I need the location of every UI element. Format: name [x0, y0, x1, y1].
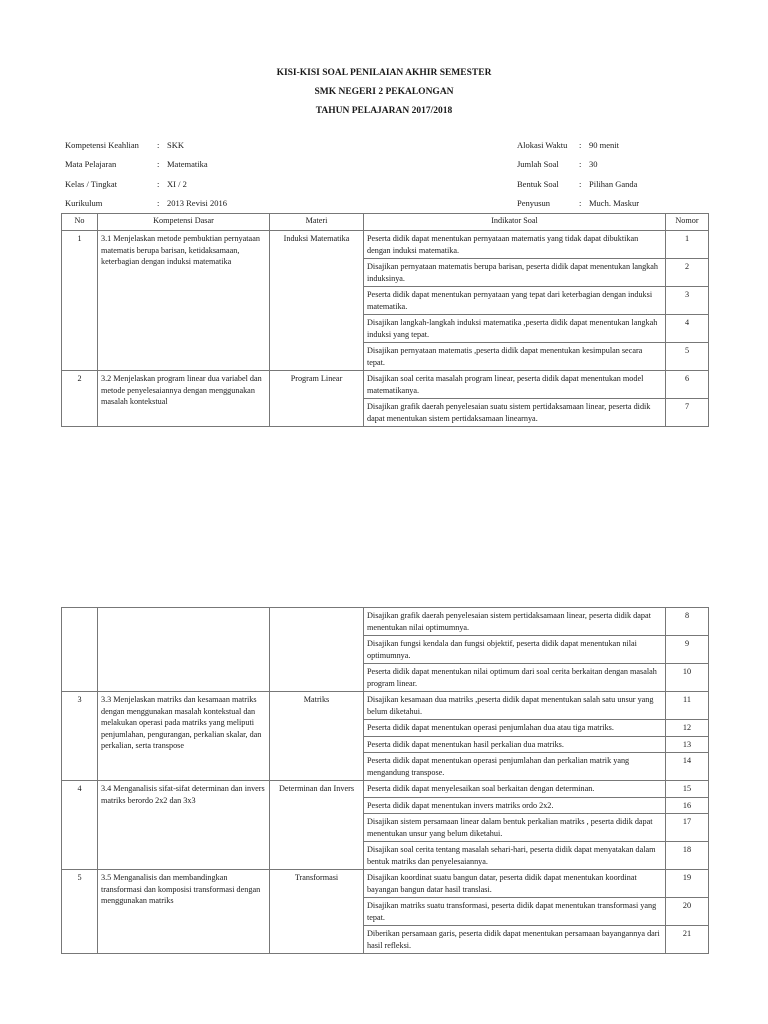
meta-value: Much. Maskur [589, 197, 640, 208]
cell-nomor: 16 [666, 797, 709, 814]
header-indikator: Indikator Soal [364, 214, 666, 231]
cell-no [62, 608, 98, 692]
cell-nomor: 2 [666, 259, 709, 287]
cell-indikator: Disajikan matriks suatu transformasi, peserta didik dapat menentukan transformasi yang tepat. [364, 898, 666, 926]
cell-nomor: 17 [666, 814, 709, 842]
meta-row-alokasi: Alokasi Waktu : 90 menit [517, 136, 639, 155]
table-row [62, 870, 709, 898]
cell-indikator: Disajikan soal cerita masalah program linear, peserta didik dapat menentukan model matematikanya. [364, 371, 666, 399]
academic-year: TAHUN PELAJARAN 2017/2018 [315, 106, 453, 116]
cell-nomor: 3 [666, 287, 709, 315]
meta-row-kompetensi: Kompetensi Keahlian : SKK [65, 136, 227, 155]
table-row [62, 608, 709, 636]
cell-materi: Determinan dan Invers [270, 781, 364, 870]
table-row [62, 371, 709, 399]
kisi-kisi-table-page1 [61, 213, 709, 427]
cell-nomor: 11 [666, 692, 709, 720]
meta-row-kelas: Kelas / Tingkat : XI / 2 [65, 175, 227, 194]
meta-value: SKK [167, 140, 185, 150]
cell-indikator: Diberikan persamaan garis, peserta didik dapat menentukan persamaan bayangannya dari hasil refleksi. [364, 926, 666, 954]
cell-indikator: Peserta didik dapat menentukan operasi penjumlahan dan perkalian matrik yang mengandung transpose. [364, 753, 666, 781]
meta-row-kurikulum: Kurikulum : 2013 Revisi 2016 [65, 194, 227, 213]
meta-value: 30 [589, 159, 598, 170]
cell-nomor: 5 [666, 343, 709, 371]
cell-kompetensi-dasar: 3.2 Menjelaskan program linear dua variabel dan metode penyelesaiannya dengan menggunakan masalah kontekstual [98, 371, 270, 427]
meta-left [65, 136, 227, 213]
cell-indikator: Disajikan pernyataan matematis berupa barisan, peserta didik dapat menentukan langkah induksinya. [364, 259, 666, 287]
meta-value: 90 menit [589, 140, 619, 150]
meta-row-bentuk: Bentuk Soal : Pilihan Ganda [517, 175, 639, 194]
header-materi: Materi [270, 214, 364, 231]
cell-indikator: Disajikan soal cerita tentang masalah sehari-hari, peserta didik dapat menyatakan dalam bentuk matriks dan penyelesaiannya. [364, 842, 666, 870]
table-body [62, 608, 709, 954]
header-no: No [62, 214, 98, 231]
meta-value: XI / 2 [167, 178, 187, 189]
cell-indikator: Disajikan langkah-langkah induksi matematika ,peserta didik dapat menentukan langkah induksi yang tepat. [364, 315, 666, 343]
cell-indikator: Disajikan grafik daerah penyelesaian suatu sistem pertidaksamaan linear, peserta didik dapat menentukan sistem pertidaksamaan linearnya. [364, 399, 666, 427]
kisi-kisi-table-page2 [61, 607, 709, 954]
cell-nomor: 9 [666, 636, 709, 664]
school-name: SMK NEGERI 2 PEKALONGAN [314, 87, 454, 97]
document-header [0, 64, 768, 121]
cell-indikator: Disajikan sistem persamaan linear dalam bentuk perkalian matriks , peserta didik dapat menentukan unsur yang belum diketahui. [364, 814, 666, 842]
cell-nomor: 18 [666, 842, 709, 870]
cell-nomor: 8 [666, 608, 709, 636]
cell-indikator: Disajikan koordinat suatu bangun datar, peserta didik dapat menentukan koordinat bayangan bangun datar hasil translasi. [364, 870, 666, 898]
cell-materi: Induksi Matematika [270, 231, 364, 371]
cell-nomor: 6 [666, 371, 709, 399]
cell-indikator: Disajikan fungsi kendala dan fungsi objektif, peserta didik dapat menentukan nilai optimumnya. [364, 636, 666, 664]
meta-value: 2013 Revisi 2016 [167, 197, 227, 208]
cell-kompetensi-dasar: 3.1 Menjelaskan metode pembuktian pernyataan matematis berupa barisan, ketidaksamaan, keterbagian dengan induksi matematika [98, 231, 270, 371]
table-row [62, 692, 709, 720]
meta-right [517, 136, 639, 213]
cell-nomor: 15 [666, 781, 709, 798]
cell-nomor: 13 [666, 736, 709, 753]
table-row [62, 781, 709, 798]
cell-materi: Matriks [270, 692, 364, 781]
cell-materi: Transformasi [270, 870, 364, 954]
header-kompetensi-dasar: Kompetensi Dasar [98, 214, 270, 231]
table-row [62, 231, 709, 259]
cell-nomor: 20 [666, 898, 709, 926]
cell-nomor: 14 [666, 753, 709, 781]
table-header-row [62, 214, 709, 231]
cell-indikator: Disajikan grafik daerah penyelesaian sistem pertidaksamaan linear, peserta didik dapat menentukan nilai optimumnya. [364, 608, 666, 636]
cell-materi [270, 608, 364, 692]
cell-indikator: Peserta didik dapat menyelesaikan soal berkaitan dengan determinan. [364, 781, 666, 798]
meta-row-mapel: Mata Pelajaran : Matematika [65, 155, 227, 174]
cell-indikator: Peserta didik dapat menentukan invers matriks ordo 2x2. [364, 797, 666, 814]
meta-row-jumlah: Jumlah Soal : 30 [517, 155, 639, 174]
cell-indikator: Peserta didik dapat menentukan pernyataan yang tepat dari keterbagian dengan induksi matematika. [364, 287, 666, 315]
cell-kompetensi-dasar: 3.4 Menganalisis sifat-sifat determinan dan invers matriks berordo 2x2 dan 3x3 [98, 781, 270, 870]
cell-nomor: 12 [666, 720, 709, 737]
cell-nomor: 7 [666, 399, 709, 427]
cell-kompetensi-dasar: 3.5 Menganalisis dan membandingkan transformasi dan komposisi transformasi dengan menggunakan matriks [98, 870, 270, 954]
cell-kompetensi-dasar: 3.3 Menjelaskan matriks dan kesamaan matriks dengan menggunakan masalah kontekstual dan melakukan operasi pada matriks yang meliputi penjumlahan, pengurangan, perkalian skalar, dan perkalian, serta transpose [98, 692, 270, 781]
cell-indikator: Disajikan pernyataan matematis ,peserta didik dapat menentukan kesimpulan secara tepat. [364, 343, 666, 371]
cell-no: 2 [62, 371, 98, 427]
header-nomor: Nomor [666, 214, 709, 231]
meta-row-penyusun: Penyusun : Much. Maskur [517, 194, 639, 213]
document-title: KISI-KISI SOAL PENILAIAN AKHIR SEMESTER [276, 68, 492, 78]
cell-indikator: Peserta didik dapat menentukan nilai optimum dari soal cerita berkaitan dengan masalah program linear. [364, 664, 666, 692]
cell-no: 1 [62, 231, 98, 371]
cell-indikator: Peserta didik dapat menentukan pernyataan matematis yang tidak dapat dibuktikan dengan induksi matematika. [364, 231, 666, 259]
meta-value: Matematika [167, 159, 208, 170]
cell-no: 3 [62, 692, 98, 781]
meta-value: Pilihan Ganda [589, 178, 638, 189]
cell-indikator: Peserta didik dapat menentukan hasil perkalian dua matriks. [364, 736, 666, 753]
cell-materi: Program Linear [270, 371, 364, 427]
cell-no: 5 [62, 870, 98, 954]
cell-no: 4 [62, 781, 98, 870]
cell-indikator: Peserta didik dapat menentukan operasi penjumlahan dua atau tiga matriks. [364, 720, 666, 737]
cell-nomor: 4 [666, 315, 709, 343]
cell-kompetensi-dasar [98, 608, 270, 692]
cell-nomor: 1 [666, 231, 709, 259]
cell-nomor: 10 [666, 664, 709, 692]
cell-nomor: 21 [666, 926, 709, 954]
cell-nomor: 19 [666, 870, 709, 898]
cell-indikator: Disajikan kesamaan dua matriks ,peserta didik dapat menentukan salah satu unsur yang belum diketahui. [364, 692, 666, 720]
table-body [62, 231, 709, 427]
